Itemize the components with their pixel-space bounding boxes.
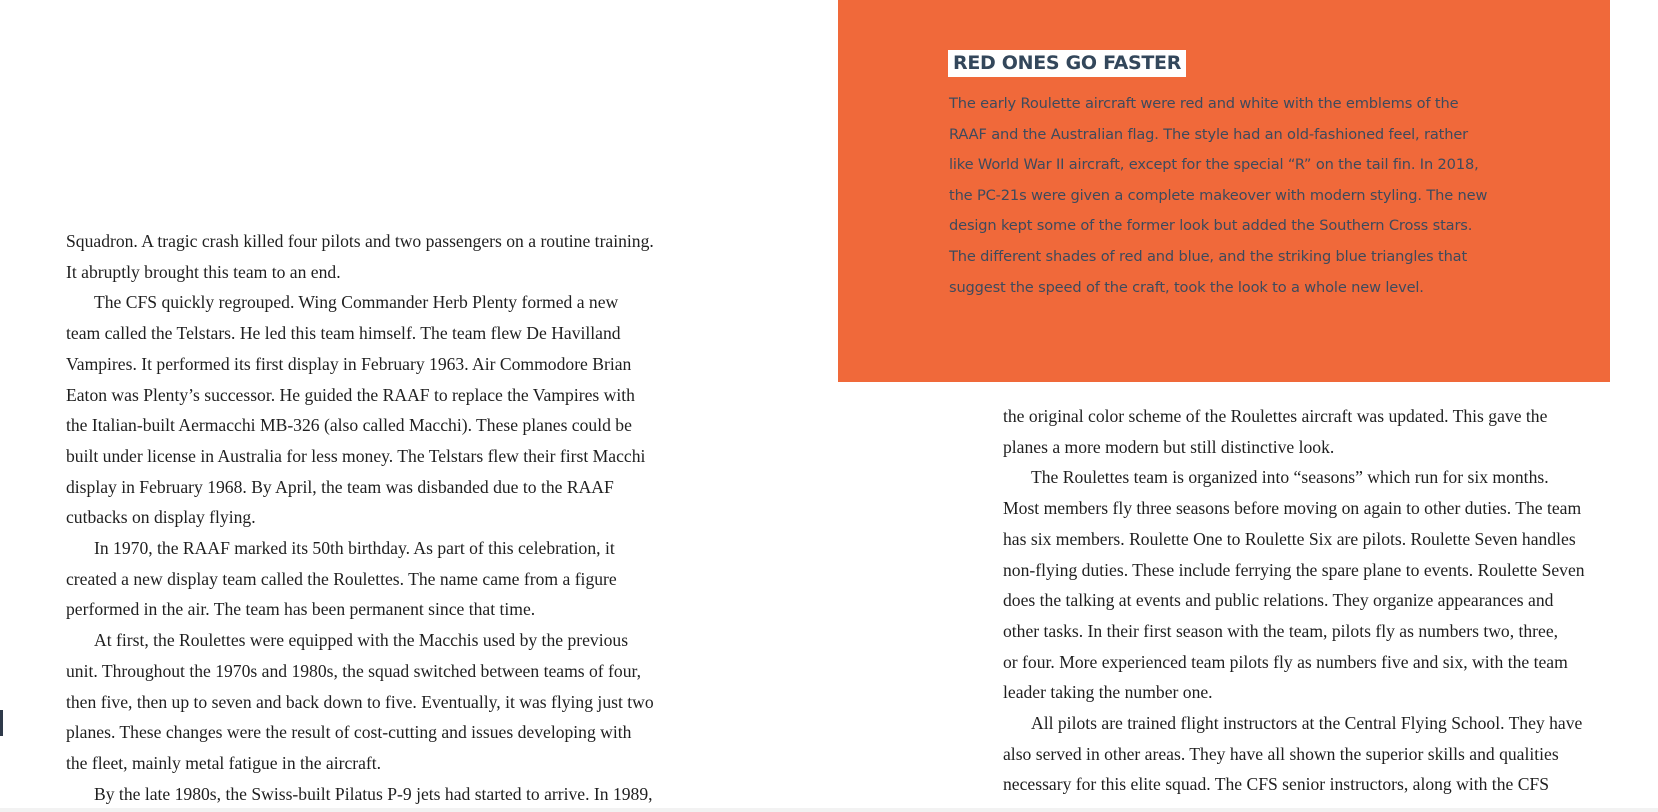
text-line: the fleet, mainly metal fatigue in the aircraft. [66,752,382,773]
text-line: planes a more modern but still distinctive look. [1003,436,1335,457]
text-line: the original color scheme of the Roulettes aircraft was updated. This gave the [1003,406,1548,426]
text-line: has six members. Roulette One to Roulette Six are pilots. Roulette Seven handles [1003,528,1576,549]
text-line: The Roulettes team is organized into “seasons” which run for six months. [1031,467,1549,488]
sidebar-title: RED ONES GO FASTER [948,50,1186,77]
text-line: the Italian-built Aermacchi MB-326 (also called Macchi). These planes could be [66,415,632,436]
sidebar-line: RAAF and the Australian flag. The style had an old-fashioned feel, rather [949,125,1469,143]
sidebar-line: The different shades of red and blue, and the striking blue triangles that [949,247,1468,265]
text-line: In 1970, the RAAF marked its 50th birthday. As part of this celebration, it [94,538,615,559]
text-line: performed in the air. The team has been permanent since that time. [66,599,536,620]
left-column-text [66,226,686,809]
text-line: The CFS quickly regrouped. Wing Commander Herb Plenty formed a new [94,292,619,313]
right-column-text [1003,401,1623,800]
text-line: leader taking the number one. [1003,682,1213,703]
text-line: planes. These changes were the result of cost-cutting and issues developing with [66,722,632,743]
text-line: then five, then up to seven and back down to five. Eventually, it was flying just two [66,691,654,712]
text-line: or four. More experienced team pilots fly as numbers five and six, with the team [1003,651,1568,672]
text-line: necessary for this elite squad. The CFS senior instructors, along with the CFS [1003,774,1549,795]
text-line: Most members fly three seasons before moving on again to other duties. The team [1003,498,1582,519]
text-line: non-flying duties. These include ferrying the spare plane to events. Roulette Seven [1003,559,1585,580]
text-line: does the talking at events and public relations. They organize appearances and [1003,590,1554,611]
sidebar-line: The early Roulette aircraft were red and white with the emblems of the [949,95,1459,112]
text-line: At first, the Roulettes were equipped with the Macchis used by the previous [94,630,629,651]
sidebar-line: suggest the speed of the craft, took the look to a whole new level. [949,278,1424,296]
sidebar-body [949,89,1589,303]
text-line: All pilots are trained flight instructors at the Central Flying School. They have [1031,713,1583,734]
page-edge-marker [0,710,3,736]
page-bottom-edge [0,808,1658,812]
text-line: Squadron. A tragic crash killed four pilots and two passengers on a routine training. [66,231,654,251]
text-line: other tasks. In their first season with the team, pilots fly as numbers two, three, [1003,620,1559,641]
text-line: By the late 1980s, the Swiss-built Pilatus P-9 jets had started to arrive. In 1989, [94,783,653,804]
sidebar-line: like World War II aircraft, except for the special “R” on the tail fin. In 2018, [949,156,1479,174]
text-line: built under license in Australia for less money. The Telstars flew their first Macchi [66,445,646,466]
text-line: Eaton was Plenty’s successor. He guided the RAAF to replace the Vampires with [66,384,635,405]
text-line: team called the Telstars. He led this team himself. The team flew De Havilland [66,323,621,344]
text-line: Vampires. It performed its first display in February 1963. Air Commodore Brian [66,353,632,374]
text-line: It abruptly brought this team to an end. [66,261,341,282]
text-line: created a new display team called the Roulettes. The name came from a figure [66,568,617,589]
sidebar-line: design kept some of the former look but added the Southern Cross stars. [949,217,1473,235]
sidebar-line: the PC-21s were given a complete makeover with modern styling. The new [949,186,1488,204]
text-line: also served in other areas. They have all shown the superior skills and qualities [1003,743,1559,764]
text-line: cutbacks on display flying. [66,507,256,528]
text-line: unit. Throughout the 1970s and 1980s, the squad switched between teams of four, [66,660,642,681]
text-line: display in February 1968. By April, the team was disbanded due to the RAAF [66,476,614,497]
